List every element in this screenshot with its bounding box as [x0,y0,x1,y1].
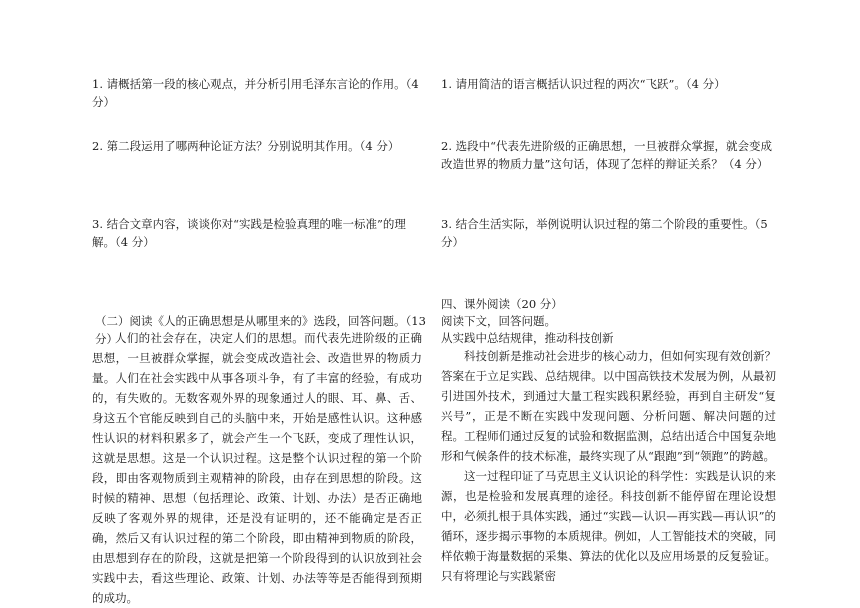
section-four-heading: 四、课外阅读（20 分） [441,297,563,311]
question-left-1: 1. 请概括第一段的核心观点，并分析引用毛泽东言论的作用。（4 分） [92,77,419,109]
question-left-2: 2. 第二段运用了哪两种论证方法？分别说明其作用。（4 分） [92,139,400,153]
article-paragraph-2: 这一过程印证了马克思主义认识论的科学性：实践是认识的来源，也是检验和发展真理的途径。科技创新不能停留在理论设想中，必须扎根于具体实践，通过“实践—认识—再实践—再认识”的循环，逐步揭示事物的本质规律。例如，人工智能技术的突破，同样依赖于海量数据的采集、算法的优化以及应用场景的反复验证。只有将理论与实践紧密 [441,469,776,583]
article-paragraph-1: 科技创新是推动社会进步的核心动力，但如何实现有效创新？答案在于立足实践、总结规律。以中国高铁技术发展为例，从最初引进国外技术，到通过大量工程实践积累经验，再到自主研发“复兴号”，正是不断在实践中发现问题、分析问题、解决问题的过程。工程师们通过反复的试验和数据监测，总结出适合中国复杂地形和气候条件的技术标准，最终实现了从“跟跑”到“领跑”的跨越。 [441,349,776,463]
section-two-heading: （二）阅读《人的正确思想是从哪里来的》选段，回答问题。（13 分） [95,314,426,346]
section-four-instruction: 阅读下文，回答问题。 [441,314,556,328]
question-right-3: 3. 结合生活实际，举例说明认识过程的第二个阶段的重要性。（5 分） [441,217,768,249]
article-title: 从实践中总结规律，推动科技创新 [441,331,614,345]
question-right-1: 1. 请用简洁的语言概括认识过程的两次“飞跃”。（4 分） [441,77,726,91]
question-left-3: 3. 结合文章内容，谈谈你对“实践是检验真理的唯一标准”的理解。（4 分） [92,217,406,249]
section-two-paragraph: 人们的社会存在，决定人们的思想。而代表先进阶级的正确思想，一旦被群众掌握，就会变成改造社会、改造世界的物质力量。人们在社会实践中从事各项斗争，有了丰富的经验，有成功的，有失败的。无数客观外界的现象通过人的眼、耳、鼻、舌、身这五个官能反映到自己的头脑中来，开始是感性认识。这种感性认识的材料积累多了，就会产生一个飞跃，变成了理性认识，这就是思想。这是一个认识过程。这是整个认识过程的第一个阶段，即由客观物质到主观精神的阶段，由存在到思想的阶段。这时候的精神、思想（包括理论、政策、计划、办法）是否正确地反映了客观外界的规律，还是没有证明的，还不能确定是否正确，然后又有认识过程的第二个阶段，即由精神到物质的阶段，由思想到存在的阶段，这就是把第一个阶段得到的认识放到社会实践中去，看这些理论、政策、计划、办法等等是否能得到预期的成功。 [92,331,422,605]
question-right-2: 2. 选段中“代表先进阶级的正确思想，一旦被群众掌握，就会变成改造世界的物质力量”这句话，体现了怎样的辩证关系？（4 分） [441,139,773,171]
